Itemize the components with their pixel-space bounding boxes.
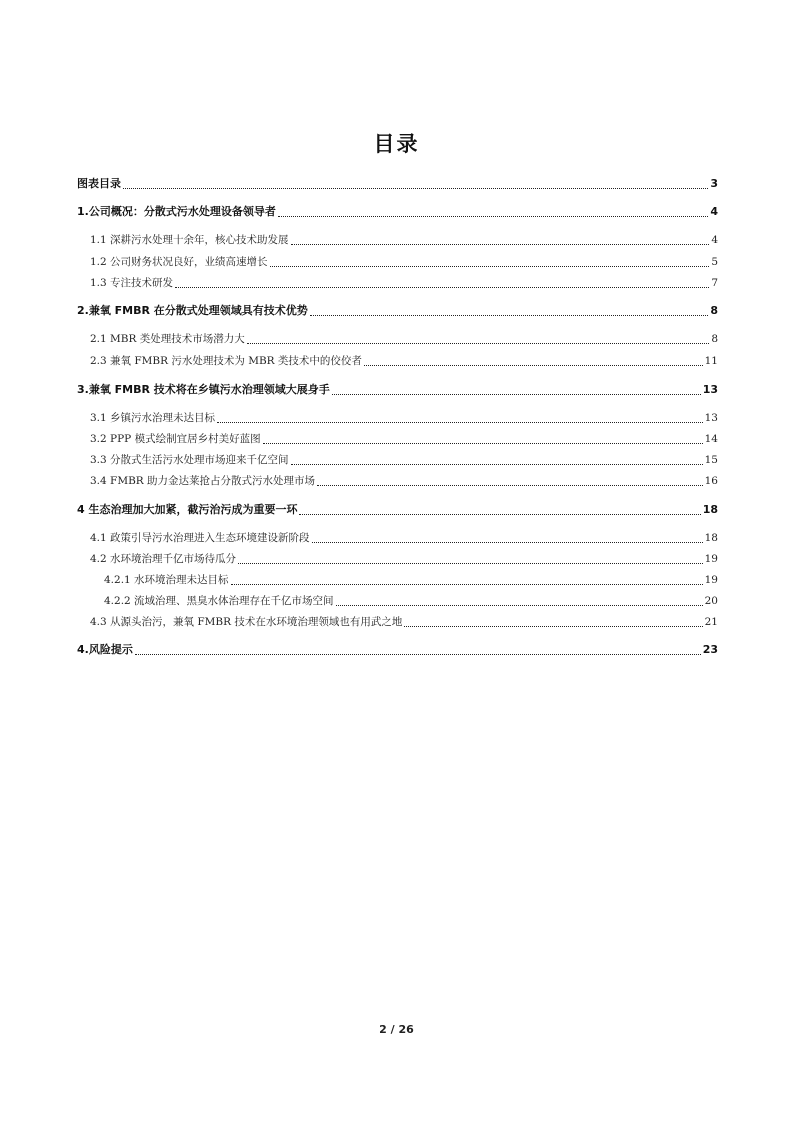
toc-entry-4-2[interactable] [77,552,718,567]
toc-entry-label: 3.3 分散式生活污水处理市场迎来千亿空间 [90,454,289,466]
toc-leader-dots [299,514,700,515]
toc-entry-4-1[interactable] [77,531,718,546]
toc-leader-dots [135,654,701,655]
toc-leader-dots [238,563,703,564]
toc-entry-label: 2.3 兼氧 FMBR 污水处理技术为 MBR 类技术中的佼佼者 [90,355,362,367]
toc-page-number: 5 [711,256,718,268]
toc-entry-label: 1.1 深耕污水处理十余年，核心技术助发展 [90,234,289,246]
toc-page-number: 23 [702,643,718,656]
toc-leader-dots [217,422,703,423]
toc-page-number: 11 [704,355,718,367]
toc-entry-label: 3.2 PPP 模式绘制宜居乡村美好蓝图 [90,433,261,445]
page-title: 目录 [373,132,420,156]
toc-entry-section-2[interactable] [77,303,718,319]
toc-entry-label: 3.兼氧 FMBR 技术将在乡镇污水治理领域大展身手 [77,383,330,396]
toc-entry-label: 4.1 政策引导污水治理进入生态环境建设新阶段 [90,532,310,544]
toc-entry-section-risk[interactable] [77,642,718,658]
toc-page-number: 13 [704,412,718,424]
toc-page-number: 4 [711,234,718,246]
toc-entry-3-4[interactable] [77,474,718,489]
toc-entry-3-3[interactable] [77,453,718,468]
toc-entry-label: 3.1 乡镇污水治理未达目标 [90,412,216,424]
toc-entry-label: 4.2 水环境治理千亿市场待瓜分 [90,553,237,565]
toc-page-number: 13 [702,383,718,396]
toc-page-number: 18 [702,503,718,516]
toc-leader-dots [312,542,703,543]
toc-leader-dots [270,266,710,267]
toc-leader-dots [364,365,703,366]
toc-entry-1-1[interactable] [77,233,718,248]
toc-page-number: 18 [704,532,718,544]
toc-entry-label: 1.2 公司财务状况良好，业绩高速增长 [90,256,268,268]
toc-entry-4-2-1[interactable] [77,573,718,588]
toc-page-number: 7 [711,277,718,289]
toc-entry-label: 图表目录 [77,177,121,190]
toc-page-number: 19 [704,553,718,565]
page-number-footer: 2 / 26 [379,1023,414,1036]
toc-entry-4-2-2[interactable] [77,594,718,609]
toc-leader-dots [263,443,703,444]
toc-leader-dots [404,626,702,627]
toc-entry-label: 4.3 从源头治污，兼氧 FMBR 技术在水环境治理领域也有用武之地 [90,616,403,628]
toc-leader-dots [278,216,709,217]
toc-entry-label: 3.4 FMBR 助力金达莱抢占分散式污水处理市场 [90,475,316,487]
toc-leader-dots [231,584,703,585]
toc-entry-label: 2.兼氧 FMBR 在分散式处理领域具有技术优势 [77,304,308,317]
toc-page-number: 15 [704,454,718,466]
toc-leader-dots [291,464,703,465]
toc-entry-section-4[interactable] [77,502,718,518]
toc-leader-dots [247,343,710,344]
toc-page-number: 16 [704,475,718,487]
toc-entry-2-1[interactable] [77,332,718,347]
toc-entry-3-1[interactable] [77,411,718,426]
toc-leader-dots [336,605,703,606]
toc-entry-section-1[interactable] [77,204,718,220]
toc-leader-dots [123,188,708,189]
toc-entry-label: 1.3 专注技术研发 [90,277,174,289]
toc-entry-2-3[interactable] [77,354,718,369]
toc-entry-label: 4.风险提示 [77,643,133,656]
toc-entry-1-3[interactable] [77,276,718,291]
toc-entry-label: 1.公司概况：分散式污水处理设备领导者 [77,205,276,218]
toc-entry-figures[interactable] [77,176,718,192]
toc-leader-dots [291,244,710,245]
toc-entry-3-2[interactable] [77,432,718,447]
toc-page-number: 14 [704,433,718,445]
toc-entry-label: 2.1 MBR 类处理技术市场潜力大 [90,333,245,345]
toc-page-number: 4 [710,205,718,218]
toc-leader-dots [317,485,703,486]
toc-entry-label: 4.2.1 水环境治理未达目标 [104,574,229,586]
toc-page-number: 19 [704,574,718,586]
toc-entry-4-3[interactable] [77,615,718,630]
toc-page-number: 3 [710,177,718,190]
toc-entry-1-2[interactable] [77,255,718,270]
toc-leader-dots [310,315,709,316]
toc-page-number: 21 [704,616,718,628]
toc-page-number: 8 [711,333,718,345]
toc-entry-label: 4.2.2 流域治理、黑臭水体治理存在千亿市场空间 [104,595,334,607]
toc-page-number: 8 [710,304,718,317]
toc-leader-dots [332,394,701,395]
toc-entry-section-3[interactable] [77,382,718,398]
toc-page-number: 20 [704,595,718,607]
toc-leader-dots [175,287,709,288]
toc-entry-label: 4 生态治理加大加紧，截污治污成为重要一环 [77,503,298,516]
